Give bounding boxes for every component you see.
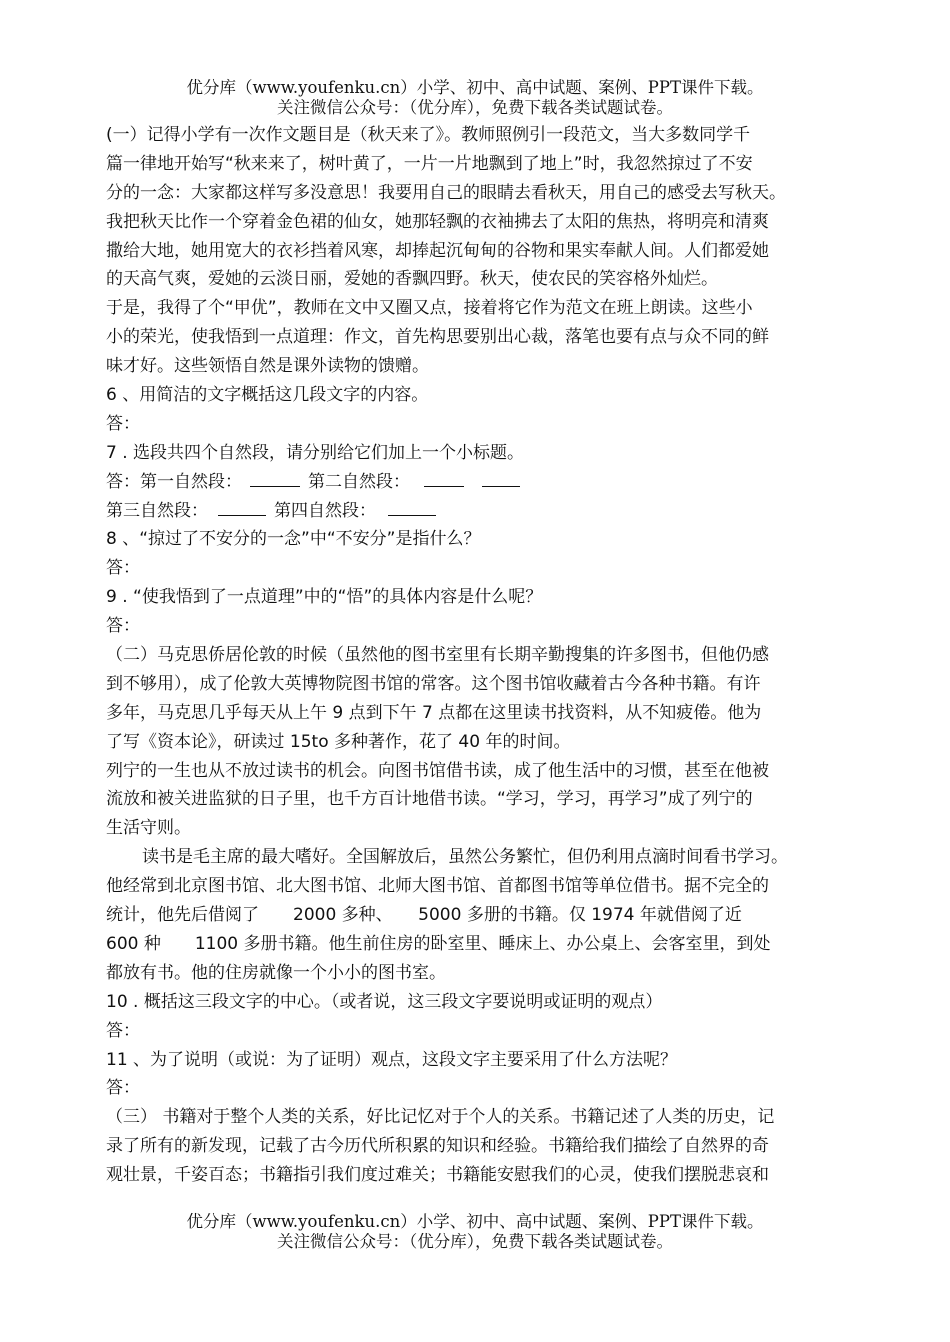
question-7: 7 . 选段共四个自然段，请分别给它们加上一个小标题。: [106, 442, 525, 463]
text-line: 600 种 1100 多册书籍。他生前住房的卧室里、睡床上、办公桌上、会客室里，到处: [106, 933, 771, 954]
text-line: (一）记得小学有一次作文题目是（秋天来了》。教师照例引一段范文，当大多数同学千: [106, 125, 751, 145]
q7-para2-blank[interactable]: [424, 468, 464, 487]
question-10: 10 . 概括这三段文字的中心。（或者说，这三段文字要说明或证明的观点）: [106, 991, 663, 1012]
footer-line-1: 优分库（www.youfenku.cn）小学、初中、高中试题、案例、PPT课件下载。: [186, 1212, 764, 1231]
q7-para3-blank[interactable]: [218, 497, 266, 516]
text-line: 撒给大地，她用宽大的衣衫挡着风寒，却捧起沉甸甸的谷物和果实奉献人间。人们都爱她: [106, 240, 769, 261]
header-line-2: 关注微信公众号：（优分库），免费下载各类试题试卷。: [277, 98, 673, 117]
text-line: 分的一念：大家都这样写多没意思！我要用自己的眼睛去看秋天，用自己的感受去写秋天。: [106, 182, 786, 203]
q7-para1-label: 答：第一自然段：: [106, 471, 242, 492]
text-line: 他经常到北京图书馆、北大图书馆、北师大图书馆、首都图书馆等单位借书。据不完全的: [106, 876, 769, 897]
q7-para3-label: 第三自然段：: [106, 500, 208, 521]
answer-label: 答：: [106, 1020, 140, 1041]
answer-label: 答：: [106, 1078, 140, 1099]
question-11: 11 、为了说明（或说：为了证明）观点，这段文字主要采用了什么方法呢？: [106, 1049, 678, 1070]
text-line: 观壮景，千姿百态；书籍指引我们度过难关；书籍能安慰我们的心灵，使我们摆脱悲哀和: [106, 1165, 769, 1186]
q7-para2-blank-extra[interactable]: [482, 468, 520, 487]
q7-para1-blank[interactable]: [250, 468, 300, 487]
q7-para4-label: 第四自然段：: [274, 500, 376, 521]
q7-answer-row-2: [106, 497, 876, 526]
footer-line-2: 关注微信公众号：（优分库），免费下载各类试题试卷。: [277, 1232, 673, 1251]
text-line: 录了所有的新发现，记载了古今历代所积累的知识和经验。书籍给我们描绘了自然界的奇: [106, 1136, 769, 1157]
text-line: 列宁的一生也从不放过读书的机会。向图书馆借书读，成了他生活中的习惯，甚至在他被: [106, 760, 769, 781]
text-line: 小的荣光，使我悟到一点道理：作文，首先构思要别出心裁，落笔也要有点与众不同的鲜: [106, 327, 769, 348]
answer-label: 答：: [106, 616, 140, 637]
text-line: （三） 书籍对于整个人类的关系，好比记忆对于个人的关系。书籍记述了人类的历史，记: [106, 1107, 775, 1128]
question-8: 8 、“掠过了不安分的一念”中“不安分”是指什么？: [106, 529, 481, 550]
text-line: 流放和被关进监狱的日子里，也千方百计地借书读。“学习，学习，再学习”成了列宁的: [106, 789, 753, 810]
text-line: 味才好。这些领悟自然是课外读物的馈赠。: [106, 356, 429, 377]
text-line: 的天高气爽，爱她的云淡日丽，爱她的香飘四野。秋天，使农民的笑容格外灿烂。: [106, 269, 718, 290]
q7-para2-label: 第二自然段：: [308, 471, 410, 492]
text-line: 统计，他先后借阅了 2000 多种、 5000 多册的书籍。仅 1974 年就借阅了近: [106, 905, 742, 926]
document-body: [106, 121, 876, 1190]
answer-label: 答：: [106, 558, 140, 579]
text-line: 了写《资本论》，研读过 15to 多种著作，花了 40 年的时间。: [106, 731, 571, 752]
text-line: 生活守则。: [106, 818, 191, 839]
question-6: 6 、用简洁的文字概括这几段文字的内容。: [106, 385, 429, 406]
text-line: 到不够用），成了伦敦大英博物院图书馆的常客。这个图书馆收藏着古今各种书籍。有许: [106, 673, 761, 694]
text-line: 我把秋天比作一个穿着金色裙的仙女，她那轻飘的衣袖拂去了太阳的焦热，将明亮和清爽: [106, 211, 769, 232]
text-line: 都放有书。他的住房就像一个小小的图书室。: [106, 962, 446, 983]
header-line-1: 优分库（www.youfenku.cn）小学、初中、高中试题、案例、PPT课件下载。: [186, 78, 764, 97]
answer-label: 答：: [106, 413, 140, 434]
text-line: 多年，马克思几乎每天从上午 9 点到下午 7 点都在这里读书找资料，从不知疲倦。他为: [106, 702, 762, 723]
q7-answer-row-1: [106, 468, 876, 497]
question-9: 9 . “使我悟到了一点道理”中的“悟”的具体内容是什么呢？: [106, 587, 543, 608]
text-line-indented: 读书是毛主席的最大嗜好。全国解放后，虽然公务繁忙，但仍利用点滴时间看书学习。: [142, 847, 788, 868]
text-line: 篇一律地开始写“秋来来了，树叶黄了，一片一片地飘到了地上”时，我忽然掠过了不安: [106, 153, 753, 174]
text-line: 于是，我得了个“甲优”，教师在文中又圈又点，接着将它作为范文在班上朗读。这些小: [106, 298, 753, 319]
q7-para4-blank[interactable]: [388, 497, 436, 516]
text-line: （二）马克思侨居伦敦的时候（虽然他的图书室里有长期辛勤搜集的许多图书，但他仍感: [106, 645, 769, 666]
